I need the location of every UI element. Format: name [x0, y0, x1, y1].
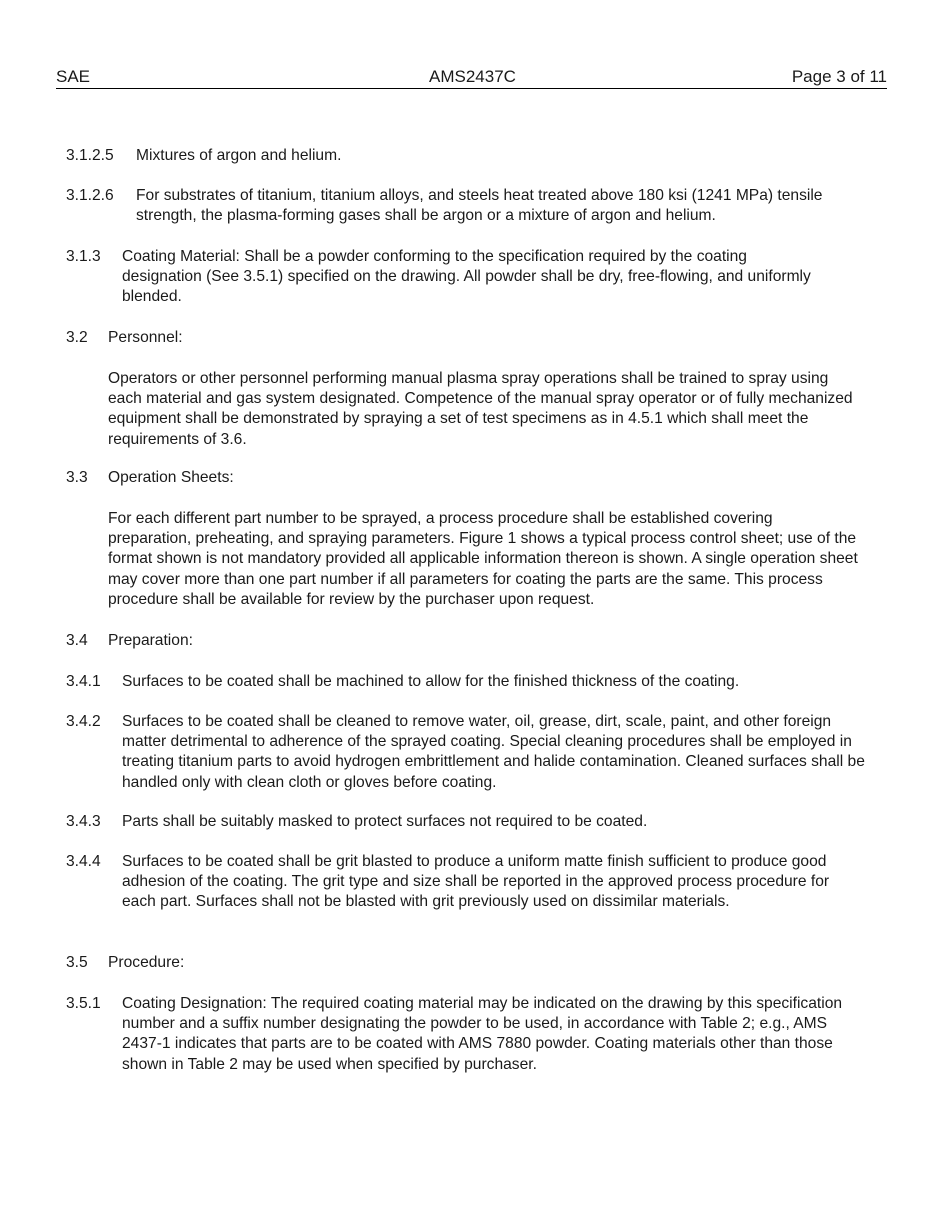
section-number: 3.1.2.5	[66, 147, 114, 164]
section-number: 3.3	[66, 469, 88, 486]
section-3-2	[66, 328, 856, 348]
header-page-number: Page 3 of 11	[791, 67, 887, 86]
section-number: 3.4.4	[66, 853, 101, 870]
section-3-1-3	[66, 247, 821, 308]
section-3-3	[66, 468, 856, 488]
header-org: SAE	[56, 67, 91, 86]
section-3-4-1	[66, 672, 866, 692]
section-heading: Personnel:	[108, 329, 183, 346]
section-number: 3.4.3	[66, 813, 101, 830]
section-number: 3.4.2	[66, 713, 101, 730]
page-header	[56, 66, 887, 89]
section-heading: Preparation:	[108, 632, 193, 649]
header-doc-number: AMS2437C	[429, 67, 516, 86]
section-3-5	[66, 953, 856, 973]
section-text: Surfaces to be coated shall be machined to allow for the finished thickness of the coating.	[122, 673, 740, 690]
section-3-4-4	[66, 852, 861, 913]
operation-sheets-paragraph: For each different part number to be sprayed, a process procedure shall be established covering preparation, preheating, and spraying parameters. Figure 1 shows a typical process control sheet; use of the format shown is not mandatory provided all applicable information thereon is shown. A single operation sheet may cover more than one part number if all parameters for coating the parts are the same. This process procedure shall be available for review by the purchaser upon request.	[108, 510, 858, 608]
section-number: 3.4.1	[66, 673, 101, 690]
section-3-4-2	[66, 712, 866, 793]
section-number: 3.1.3	[66, 248, 101, 265]
section-text: Parts shall be suitably masked to protect surfaces not required to be coated.	[122, 813, 648, 830]
section-text: Mixtures of argon and helium.	[136, 147, 342, 164]
section-text: Coating Designation: The required coating material may be indicated on the drawing by this specification number and a suffix number designating the powder to be used, in accordance with Table 2; e.g., AMS 2437-1 indicates that parts are to be coated with AMS 7880 powder. Coating materials other than those shown in Table 2 may be used when specified by purchaser.	[122, 995, 843, 1073]
section-number: 3.4	[66, 632, 88, 649]
personnel-paragraph: Operators or other personnel performing manual plasma spray operations shall be trained to spray using each material and gas system designated. Competence of the manual spray operator or of fully mechanized equipment shall be demonstrated by spraying a set of test specimens as in 4.5.1 which shall meet the requirements of 3.6.	[108, 370, 853, 448]
section-text: Coating Material: Shall be a powder conforming to the specification required by the coating designation (See 3.5.1) specified on the drawing. All powder shall be dry, free-flowing, and uniformly blended.	[122, 248, 811, 306]
section-text: Surfaces to be coated shall be cleaned to remove water, oil, grease, dirt, scale, paint, and other foreign matter detrimental to adherence of the sprayed coating. Special cleaning procedures shall be employed in treating titanium parts to avoid hydrogen embrittlement and halide contamination. Cleaned surfaces shall be handled only with clean cloth or gloves before coating.	[122, 713, 865, 791]
section-heading: Operation Sheets:	[108, 469, 234, 486]
section-heading: Procedure:	[108, 954, 185, 971]
section-3-1-2-6	[66, 186, 846, 226]
section-text: For substrates of titanium, titanium alloys, and steels heat treated above 180 ksi (1241 MPa) tensile strength, the plasma-forming gases shall be argon or a mixture of argon and helium.	[136, 187, 823, 225]
section-text: Surfaces to be coated shall be grit blasted to produce a uniform matte finish sufficient to produce good adhesion of the coating. The grit type and size shall be reported in the approved process procedure for each part. Surfaces shall not be blasted with grit previously used on dissimilar materials.	[122, 853, 830, 911]
section-number: 3.1.2.6	[66, 187, 114, 204]
section-number: 3.5.1	[66, 995, 101, 1012]
section-number: 3.2	[66, 329, 88, 346]
section-3-4-3	[66, 812, 866, 832]
section-3-4	[66, 631, 856, 651]
section-3-1-2-5	[66, 146, 856, 166]
section-3-5-1	[66, 994, 856, 1075]
section-number: 3.5	[66, 954, 88, 971]
